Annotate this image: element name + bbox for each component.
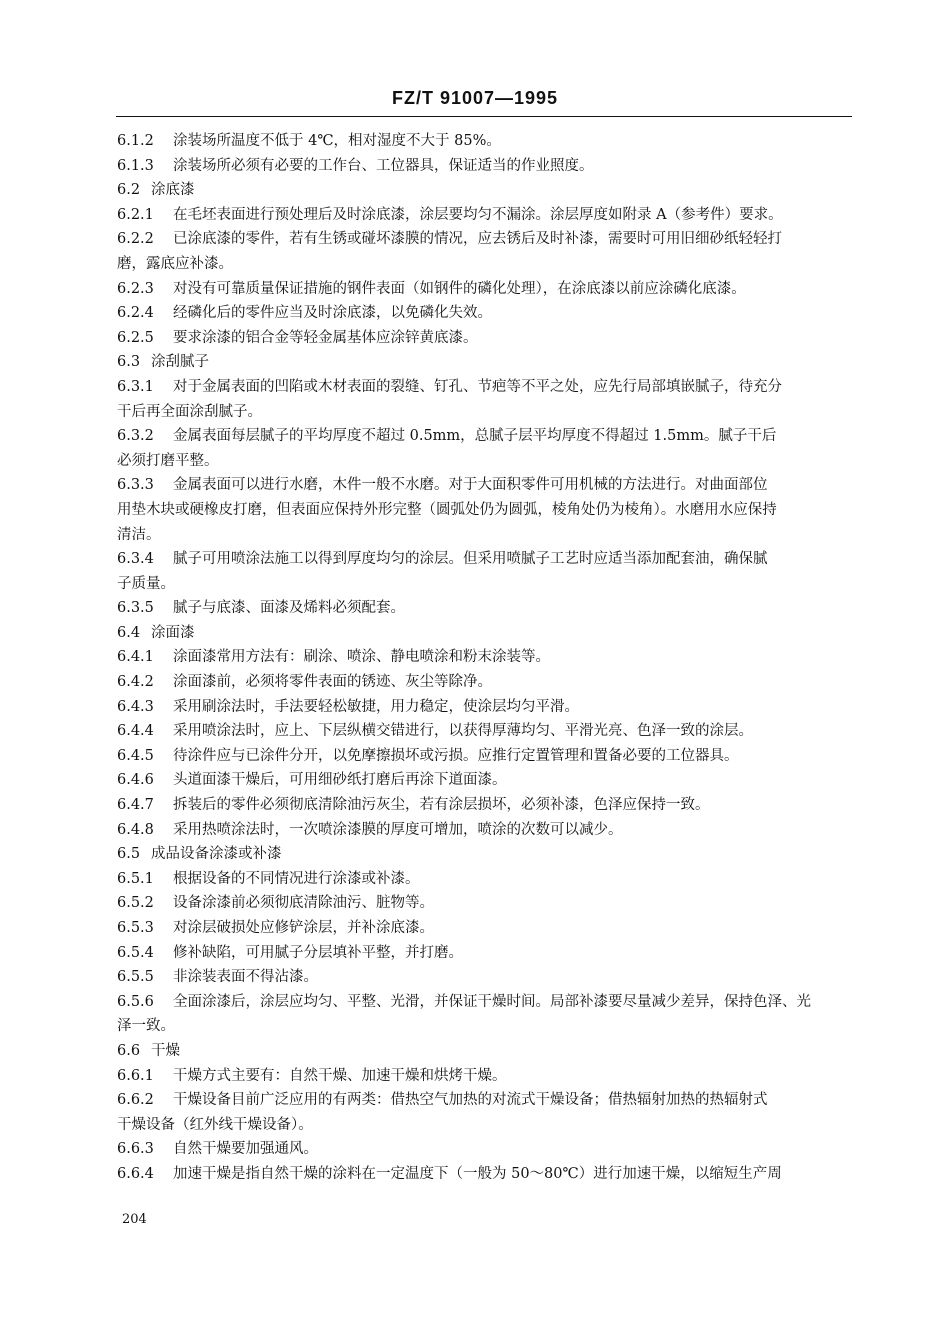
line-text: 涂装场所必须有必要的工作台、工位器具，保证适当的作业照度。 <box>173 157 594 174</box>
continuation-line <box>117 1113 854 1138</box>
line-text: 涂面漆前，必须将零件表面的锈迹、灰尘等除净。 <box>173 674 492 691</box>
section-heading <box>117 178 854 203</box>
clause-number: 6.2.4 <box>117 305 154 322</box>
section-heading <box>117 1039 854 1064</box>
line-text: 拆装后的零件必须彻底清除油污灰尘，若有涂层损坏，必须补漆，色泽应保持一致。 <box>173 797 710 814</box>
line-text: 腻子与底漆、面漆及烯料必须配套。 <box>173 600 405 617</box>
line-text: 子质量。 <box>117 575 175 592</box>
clause-number: 6.2.5 <box>117 329 154 346</box>
continuation-line <box>117 1014 854 1039</box>
section-heading <box>117 350 854 375</box>
clause-line <box>117 891 854 916</box>
clause-line <box>117 301 854 326</box>
line-text: 对涂层破损处应修铲涂层，并补涂底漆。 <box>173 920 434 936</box>
clause-number: 6.6.1 <box>117 1067 154 1084</box>
line-text: 已涂底漆的零件，若有生锈或碰坏漆膜的情况，应去锈后及时补漆，需要时可用旧细砂纸轻轻打 <box>173 231 782 248</box>
clause-number: 6.5.5 <box>117 969 154 986</box>
section-number: 6.4 <box>117 624 141 641</box>
line-text: 对没有可靠质量保证措施的钢件表面（如钢件的磷化处理），在涂底漆以前应涂磷化底漆。 <box>173 280 746 297</box>
clause-number: 6.3.4 <box>117 551 154 568</box>
clause-number: 6.3.5 <box>117 600 154 617</box>
clause-line <box>117 719 854 744</box>
continuation-line <box>117 252 854 277</box>
clause-line <box>117 129 854 154</box>
clause-line <box>117 744 854 769</box>
clause-line <box>117 645 854 670</box>
line-text: 加速干燥是指自然干燥的涂料在一定温度下（一般为 50～80℃）进行加速干燥，以缩短生产周 <box>173 1165 782 1182</box>
clause-line <box>117 277 854 302</box>
document-body <box>117 129 854 1187</box>
line-text: 涂面漆 <box>151 624 195 641</box>
clause-line <box>117 547 854 572</box>
clause-number: 6.2.3 <box>117 280 154 297</box>
clause-number: 6.4.4 <box>117 723 154 740</box>
clause-line <box>117 375 854 400</box>
clause-number: 6.4.1 <box>117 649 154 666</box>
line-text: 涂刮腻子 <box>151 354 209 371</box>
line-text: 泽一致。 <box>117 1018 175 1035</box>
clause-line <box>117 867 854 892</box>
line-text: 采用刷涂法时，手法要轻松敏捷，用力稳定，使涂层均匀平滑。 <box>173 698 579 715</box>
clause-line <box>117 793 854 818</box>
clause-line <box>117 695 854 720</box>
section-number: 6.2 <box>117 182 141 199</box>
page-number: 204 <box>122 1212 147 1227</box>
clause-line <box>117 818 854 843</box>
section-heading <box>117 842 854 867</box>
continuation-line <box>117 498 854 523</box>
clause-number: 6.6.4 <box>117 1165 154 1182</box>
clause-number: 6.3.1 <box>117 378 154 395</box>
clause-number: 6.3.3 <box>117 477 154 494</box>
line-text: 干燥 <box>151 1042 180 1059</box>
line-text: 根据设备的不同情况进行涂漆或补漆。 <box>173 870 420 887</box>
line-text: 对于金属表面的凹陷或木材表面的裂缝、钉孔、节疤等不平之处，应先行局部填嵌腻子，待充分 <box>173 378 782 395</box>
clause-line <box>117 1088 854 1113</box>
line-text: 干后再全面涂刮腻子。 <box>117 403 262 420</box>
clause-line <box>117 1137 854 1162</box>
line-text: 修补缺陷，可用腻子分层填补平整，并打磨。 <box>173 944 463 961</box>
line-text: 干燥设备目前广泛应用的有两类：借热空气加热的对流式干燥设备；借热辐射加热的热辐射式 <box>173 1092 768 1109</box>
clause-number: 6.1.3 <box>117 157 154 174</box>
line-text: 涂面漆常用方法有：刷涂、喷涂、静电喷涂和粉末涂装等。 <box>173 649 550 666</box>
header-rule <box>116 116 852 117</box>
clause-number: 6.5.4 <box>117 944 154 961</box>
clause-line <box>117 965 854 990</box>
clause-line <box>117 227 854 252</box>
clause-line <box>117 596 854 621</box>
line-text: 头道面漆干燥后，可用细砂纸打磨后再涂下道面漆。 <box>173 772 507 789</box>
line-text: 经磷化后的零件应当及时涂底漆，以免磷化失效。 <box>173 305 492 322</box>
clause-line <box>117 154 854 179</box>
line-text: 自然干燥要加强通风。 <box>173 1141 318 1158</box>
line-text: 用垫木块或硬橡皮打磨，但表面应保持外形完整（圆弧处仍为圆弧，棱角处仍为棱角）。水磨用水应保持 <box>117 501 777 518</box>
line-text: 要求涂漆的铝合金等轻金属基体应涂锌黄底漆。 <box>173 329 478 346</box>
line-text: 涂底漆 <box>151 182 195 199</box>
line-text: 干燥设备（红外线干燥设备）。 <box>117 1116 313 1133</box>
clause-line <box>117 424 854 449</box>
line-text: 金属表面每层腻子的平均厚度不超过 0.5mm，总腻子层平均厚度不得超过 1.5mm。腻子干后 <box>173 428 777 445</box>
clause-number: 6.4.5 <box>117 747 154 764</box>
clause-number: 6.4.3 <box>117 698 154 715</box>
clause-number: 6.5.3 <box>117 920 154 936</box>
clause-line <box>117 326 854 351</box>
clause-number: 6.5.2 <box>117 895 154 912</box>
continuation-line <box>117 572 854 597</box>
continuation-line <box>117 523 854 548</box>
line-text: 在毛坯表面进行预处理后及时涂底漆，涂层要均匀不漏涂。涂层厚度如附录 A（参考件）要求。 <box>173 206 783 223</box>
clause-number: 6.4.2 <box>117 674 154 691</box>
line-text: 清洁。 <box>117 526 161 543</box>
line-text: 设备涂漆前必须彻底清除油污、脏物等。 <box>173 895 434 912</box>
clause-line <box>117 670 854 695</box>
line-text: 全面涂漆后，涂层应均匀、平整、光滑，并保证干燥时间。局部补漆要尽量减少差异，保持色泽、光 <box>173 993 811 1010</box>
clause-number: 6.5.1 <box>117 870 154 887</box>
doc-number-header: FZ/T 91007—1995 <box>391 88 559 108</box>
line-text: 采用热喷涂法时，一次喷涂漆膜的厚度可增加，喷涂的次数可以减少。 <box>173 821 623 838</box>
line-text: 非涂装表面不得沾漆。 <box>173 969 318 986</box>
section-heading <box>117 621 854 646</box>
line-text: 必须打磨平整。 <box>117 452 219 469</box>
clause-number: 6.6.2 <box>117 1092 154 1109</box>
section-number: 6.5 <box>117 846 141 863</box>
clause-number: 6.4.7 <box>117 797 154 814</box>
section-number: 6.3 <box>117 354 141 371</box>
continuation-line <box>117 400 854 425</box>
line-text: 待涂件应与已涂件分开，以免摩擦损坏或污损。应推行定置管理和置备必要的工位器具。 <box>173 747 739 764</box>
clause-line <box>117 941 854 966</box>
clause-number: 6.6.3 <box>117 1141 154 1158</box>
clause-number: 6.3.2 <box>117 428 154 445</box>
line-text: 金属表面可以进行水磨，木件一般不水磨。对于大面积零件可用机械的方法进行。对曲面部位 <box>173 477 768 494</box>
line-text: 磨，露底应补漆。 <box>117 255 233 272</box>
clause-line <box>117 473 854 498</box>
clause-line <box>117 1064 854 1089</box>
clause-number: 6.1.2 <box>117 133 154 149</box>
clause-line <box>117 1162 854 1187</box>
line-text: 腻子可用喷涂法施工以得到厚度均匀的涂层。但采用喷腻子工艺时应适当添加配套油，确保腻 <box>173 551 768 568</box>
clause-number: 6.4.6 <box>117 772 154 789</box>
continuation-line <box>117 449 854 474</box>
line-text: 干燥方式主要有：自然干燥、加速干燥和烘烤干燥。 <box>173 1067 507 1084</box>
clause-number: 6.4.8 <box>117 821 154 838</box>
clause-line <box>117 768 854 793</box>
line-text: 采用喷涂法时，应上、下层纵横交错进行，以获得厚薄均匀、平滑光亮、色泽一致的涂层。 <box>173 723 753 740</box>
clause-line <box>117 203 854 228</box>
section-number: 6.6 <box>117 1042 141 1059</box>
clause-number: 6.2.2 <box>117 231 154 248</box>
clause-line <box>117 916 854 941</box>
line-text: 成品设备涂漆或补漆 <box>151 846 282 863</box>
clause-number: 6.5.6 <box>117 993 154 1010</box>
clause-number: 6.2.1 <box>117 206 154 223</box>
clause-line <box>117 990 854 1015</box>
line-text: 涂装场所温度不低于 4℃，相对湿度不大于 85%。 <box>173 133 501 149</box>
